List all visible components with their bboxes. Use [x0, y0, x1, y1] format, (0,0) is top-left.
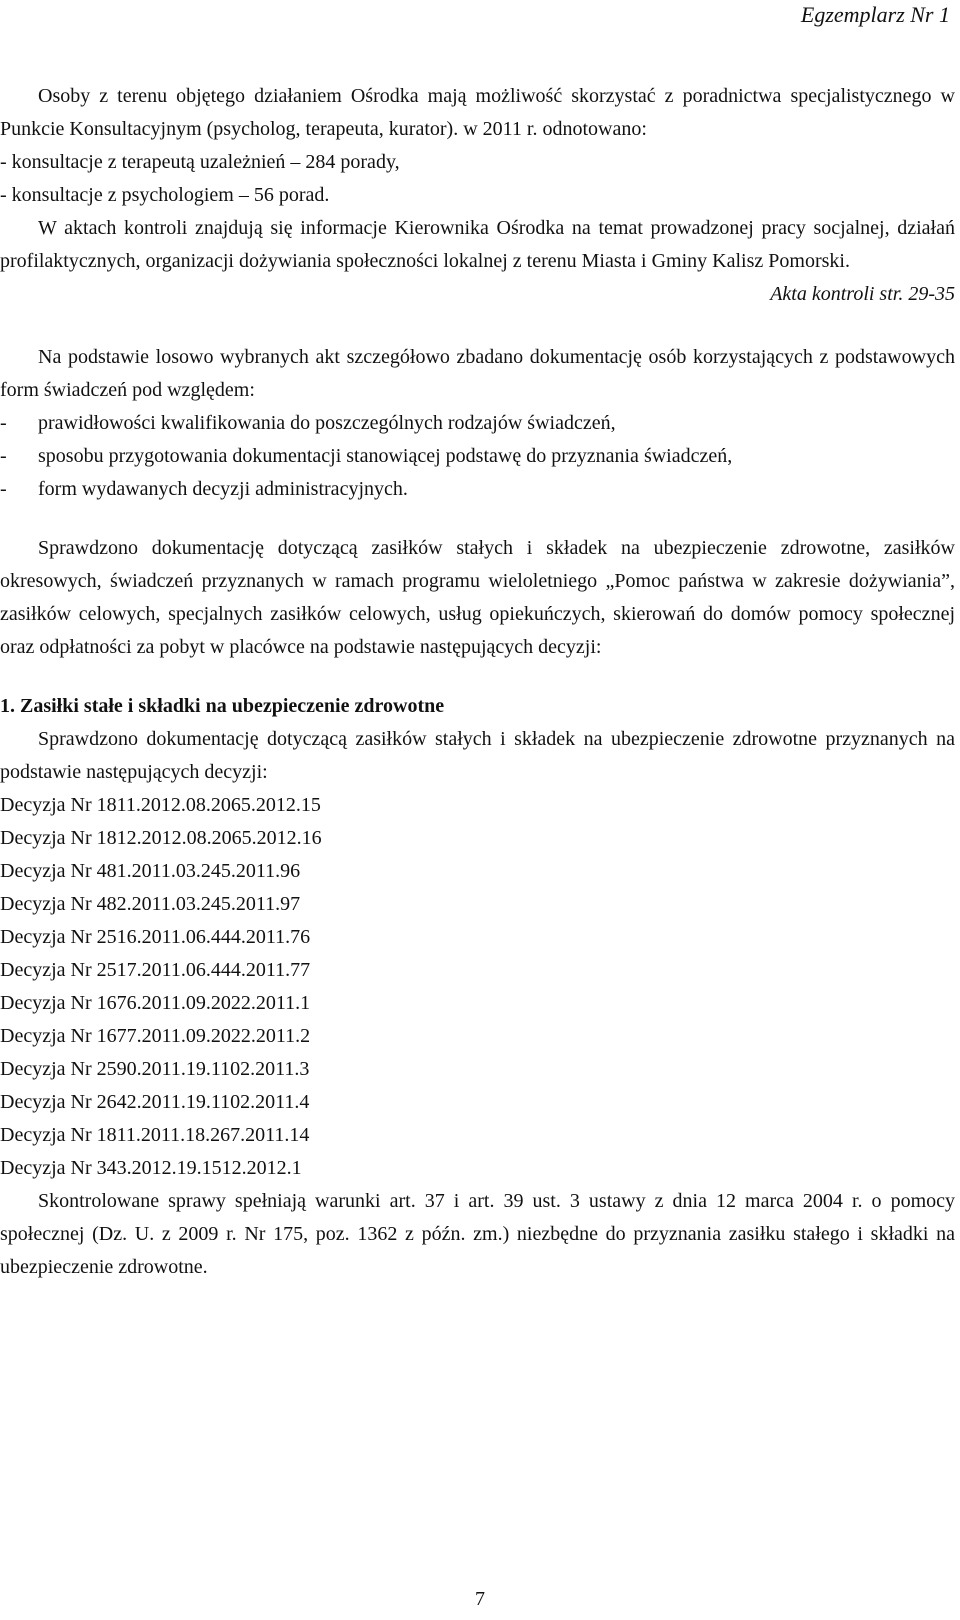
decision-item: Decyzja Nr 482.2011.03.245.2011.97	[0, 893, 301, 915]
list-dash: -	[0, 412, 7, 434]
review-list-item	[0, 407, 955, 440]
decision-list	[0, 789, 955, 1185]
document-body	[0, 80, 955, 1284]
decision-item: Decyzja Nr 1676.2011.09.2022.2011.1	[0, 992, 311, 1014]
list-dash: -	[0, 445, 7, 467]
intro-list-item: - konsultacje z terapeutą uzależnień – 284 porady,	[0, 151, 400, 173]
conclusion-paragraph: Skontrolowane sprawy spełniają warunki art. 37 i art. 39 ust. 3 ustawy z dnia 12 marca 2004 r. o pomocy społecznej (Dz. U. z 2009 r. Nr 175, poz. 1362 z późn. zm.) niezbędne do przyznania zasiłku stałego i składki na ubezpieczenie zdrowotne.	[0, 1190, 955, 1278]
page-number: 7	[475, 1588, 485, 1610]
review-list-item	[0, 440, 955, 473]
spacer	[0, 664, 955, 690]
decision-item: Decyzja Nr 481.2011.03.245.2011.96	[0, 860, 301, 882]
list-dash: -	[0, 478, 7, 500]
decision-item: Decyzja Nr 1811.2011.18.267.2011.14	[0, 1124, 310, 1146]
decision-item: Decyzja Nr 1677.2011.09.2022.2011.2	[0, 1025, 311, 1047]
copy-number-header: Egzemplarz Nr 1	[800, 2, 950, 27]
decision-item: Decyzja Nr 2517.2011.06.444.2011.77	[0, 959, 311, 981]
decision-item: Decyzja Nr 2590.2011.19.1102.2011.3	[0, 1058, 310, 1080]
list-item-text: prawidłowości kwalifikowania do poszczególnych rodzajów świadczeń,	[38, 412, 616, 434]
spacer	[0, 506, 955, 532]
decision-item: Decyzja Nr 2642.2011.19.1102.2011.4	[0, 1091, 310, 1113]
list-item-text: sposobu przygotowania dokumentacji stanowiącej podstawę do przyznania świadczeń,	[38, 445, 733, 467]
list-item-text: form wydawanych decyzji administracyjnych.	[38, 478, 408, 500]
intro-paragraph: Osoby z terenu objętego działaniem Ośrodka mają możliwość skorzystać z poradnictwa specjalistycznego w Punkcie Konsultacyjnym (psycholog, terapeuta, kurator). w 2011 r. odnotowano:	[0, 85, 955, 140]
decision-item: Decyzja Nr 2516.2011.06.444.2011.76	[0, 926, 311, 948]
decision-item: Decyzja Nr 343.2012.19.1512.2012.1	[0, 1157, 302, 1179]
decision-item: Decyzja Nr 1812.2012.08.2065.2012.16	[0, 827, 322, 849]
intro-list-item: - konsultacje z psychologiem – 56 porad.	[0, 184, 330, 206]
files-reference: Akta kontroli str. 29-35	[770, 283, 955, 305]
review-paragraph: Na podstawie losowo wybranych akt szczegółowo zbadano dokumentację osób korzystających z podstawowych form świadczeń pod względem:	[0, 346, 955, 401]
spacer	[0, 311, 955, 341]
checked-paragraph: Sprawdzono dokumentację dotyczącą zasiłków stałych i składek na ubezpieczenie zdrowotne, zasiłków okresowych, świadczeń przyznanych w ramach programu wieloletniego „Pomoc państwa w zakresie dożywiania”, zasiłków celowych, specjalnych zasiłków celowych, usług opiekuńczych, skierowań do domów pomocy społecznej oraz odpłatności za pobyt w placówce na podstawie następujących decyzji:	[0, 537, 955, 658]
review-list-item	[0, 473, 955, 506]
section-intro: Sprawdzono dokumentację dotyczącą zasiłków stałych i składek na ubezpieczenie zdrowotne przyznanych na podstawie następujących decyzji:	[0, 728, 955, 783]
activity-paragraph: W aktach kontroli znajdują się informacje Kierownika Ośrodka na temat prowadzonej pracy socjalnej, działań profilaktycznych, organizacji dożywiania społeczności lokalnej z terenu Miasta i Gminy Kalisz Pomorski.	[0, 217, 955, 272]
section-heading: 1. Zasiłki stałe i składki na ubezpieczenie zdrowotne	[0, 695, 445, 717]
decision-item: Decyzja Nr 1811.2012.08.2065.2012.15	[0, 794, 321, 816]
